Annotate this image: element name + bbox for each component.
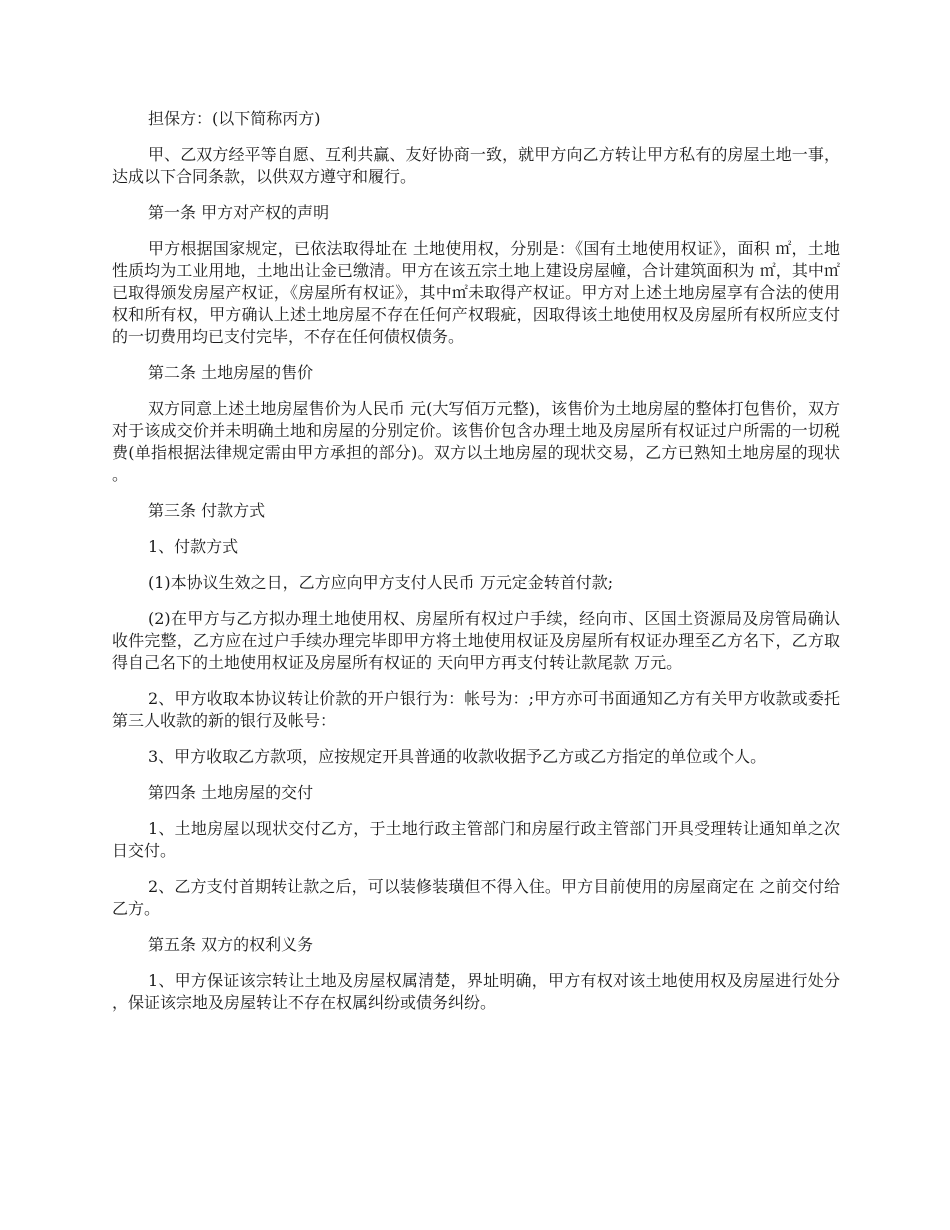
article-3-item-1: (1)本协议生效之日，乙方应向甲方支付人民币 万元定金转首付款; <box>148 573 614 592</box>
article-3-clause-2: 2、甲方收取本协议转让价款的开户银行为：帐号为：;甲方亦可书面通知乙方有关甲方收款或委托第三人收款的新的银行及帐号： <box>112 689 840 730</box>
article-1-body: 甲方根据国家规定，已依法取得址在 土地使用权，分别是：《国有土地使用权证》，面积 ㎡，土地性质均为工业用地，土地出让金已缴清。甲方在该五宗土地上建设房屋幢，合计建筑面积为 ㎡，其中㎡已取得颁发房屋产权证，《房屋所有权证》，其中㎡未取得产权证。甲方对上述土地房屋享有合法的使用权和所有权，甲方确认上述土地房屋不存在任何产权瑕疵，因取得该土地使用权及房屋所有权所应支付的一切费用均已支付完毕，不存在任何债权债务。 <box>112 239 840 346</box>
article-2-body: 双方同意上述土地房屋售价为人民币 元(大写佰万元整)，该售价为土地房屋的整体打包售价，双方对于该成交价并未明确土地和房屋的分别定价。该售价包含办理土地及房屋所有权证过户所需的一切税费(单指根据法律规定需由甲方承担的部分)。双方以土地房屋的现状交易，乙方已熟知土地房屋的现状。 <box>112 399 840 484</box>
article-4-clause-1: 1、土地房屋以现状交付乙方，于土地行政主管部门和房屋行政主管部门开具受理转让通知单之次日交付。 <box>112 819 840 860</box>
article-3-item-2: (2)在甲方与乙方拟办理土地使用权、房屋所有权过户手续，经向市、区国土资源局及房管局确认收件完整，乙方应在过户手续办理完毕即甲方将土地使用权证及房屋所有权证办理至乙方名下，乙方取得自己名下的土地使用权证及房屋所有权证的 天向甲方再支付转让款尾款 万元。 <box>112 609 840 672</box>
guarantor-line: 担保方：(以下简称丙方) <box>148 109 321 128</box>
preamble-paragraph: 甲、乙双方经平等自愿、互利共赢、友好协商一致，就甲方向乙方转让甲方私有的房屋土地一事，达成以下合同条款，以供双方遵守和履行。 <box>112 145 840 186</box>
article-2-heading: 第二条 土地房屋的售价 <box>148 363 314 382</box>
article-3-heading: 第三条 付款方式 <box>148 501 266 520</box>
article-3-subheading: 1、付款方式 <box>148 537 239 556</box>
article-4-heading: 第四条 土地房屋的交付 <box>148 783 314 802</box>
article-1-heading: 第一条 甲方对产权的声明 <box>148 203 330 222</box>
article-3-clause-3: 3、甲方收取乙方款项，应按规定开具普通的收款收据予乙方或乙方指定的单位或个人。 <box>148 747 767 766</box>
article-5-heading: 第五条 双方的权利义务 <box>148 935 314 954</box>
article-5-clause-1: 1、甲方保证该宗转让土地及房屋权属清楚，界址明确，甲方有权对该土地使用权及房屋进行处分，保证该宗地及房屋转让不存在权属纠纷或债务纠纷。 <box>112 971 840 1012</box>
document-page <box>112 108 840 1028</box>
article-4-clause-2: 2、乙方支付首期转让款之后，可以装修装璜但不得入住。甲方目前使用的房屋商定在 之前交付给乙方。 <box>112 877 840 918</box>
